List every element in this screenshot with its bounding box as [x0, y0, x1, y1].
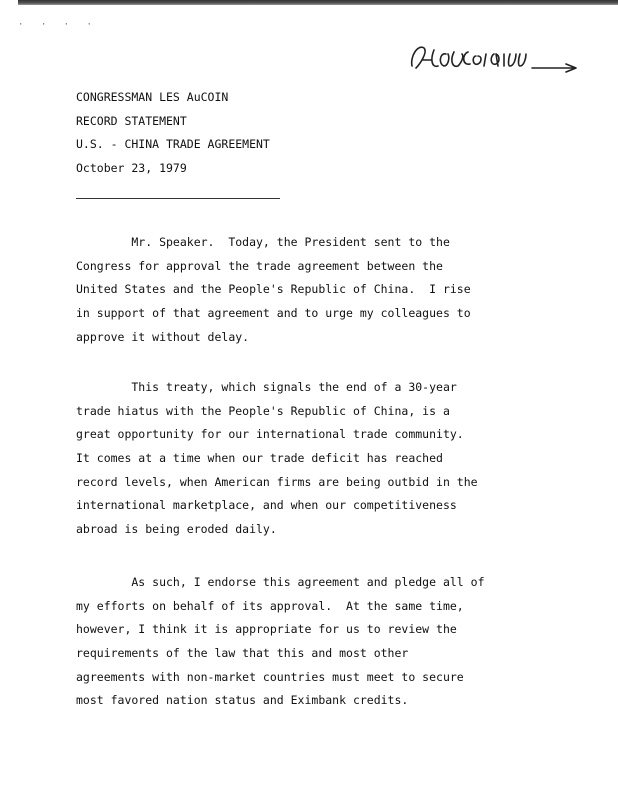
- paragraph-line: trade hiatus with the People's Republic of China, is a: [76, 403, 450, 418]
- header-subject: U.S. - CHINA TRADE AGREEMENT: [76, 137, 270, 151]
- paragraph-line: however, I think it is appropriate for us to review the: [76, 622, 457, 637]
- scan-edge-bar: [18, 0, 618, 5]
- header-record-statement: RECORD STATEMENT: [76, 113, 187, 128]
- scan-specks: · · · ·: [18, 20, 98, 30]
- paragraph-3: [76, 571, 485, 713]
- paragraph-line: abroad is being eroded daily.: [76, 522, 277, 537]
- paragraph-line: approve it without delay.: [76, 329, 250, 344]
- handwritten-signature: [402, 38, 582, 78]
- header-divider: [76, 198, 280, 199]
- paragraph-line: international marketplace, and when our competitiveness: [76, 498, 457, 513]
- paragraph-line: great opportunity for our international trade community.: [76, 427, 464, 442]
- paragraph-2: [76, 376, 478, 542]
- paragraph-line: my efforts on behalf of its approval. At the same time,: [76, 598, 464, 613]
- paragraph-line: This treaty, which signals the end of a 30-year: [76, 380, 457, 394]
- paragraph-line: in support of that agreement and to urge my colleagues to: [76, 306, 471, 321]
- paragraph-line: United States and the People's Republic of China. I rise: [76, 282, 471, 297]
- paragraph-line: Mr. Speaker. Today, the President sent to the: [76, 235, 450, 249]
- header-date: October 23, 1979: [76, 160, 187, 175]
- paragraph-line: record levels, when American firms are being outbid in the: [76, 474, 478, 489]
- paragraph-line: It comes at a time when our trade deficit has reached: [76, 451, 443, 466]
- document-header: [76, 86, 270, 180]
- paragraph-line: most favored nation status and Eximbank credits.: [76, 693, 409, 708]
- paragraph-line: As such, I endorse this agreement and pledge all of: [76, 575, 485, 589]
- paragraph-line: agreements with non-market countries must meet to secure: [76, 669, 464, 684]
- header-congressman: CONGRESSMAN LES AuCOIN: [76, 90, 229, 104]
- paragraph-line: requirements of the law that this and most other: [76, 646, 409, 661]
- paragraph-1: [76, 231, 471, 349]
- paragraph-line: Congress for approval the trade agreement between the: [76, 258, 443, 273]
